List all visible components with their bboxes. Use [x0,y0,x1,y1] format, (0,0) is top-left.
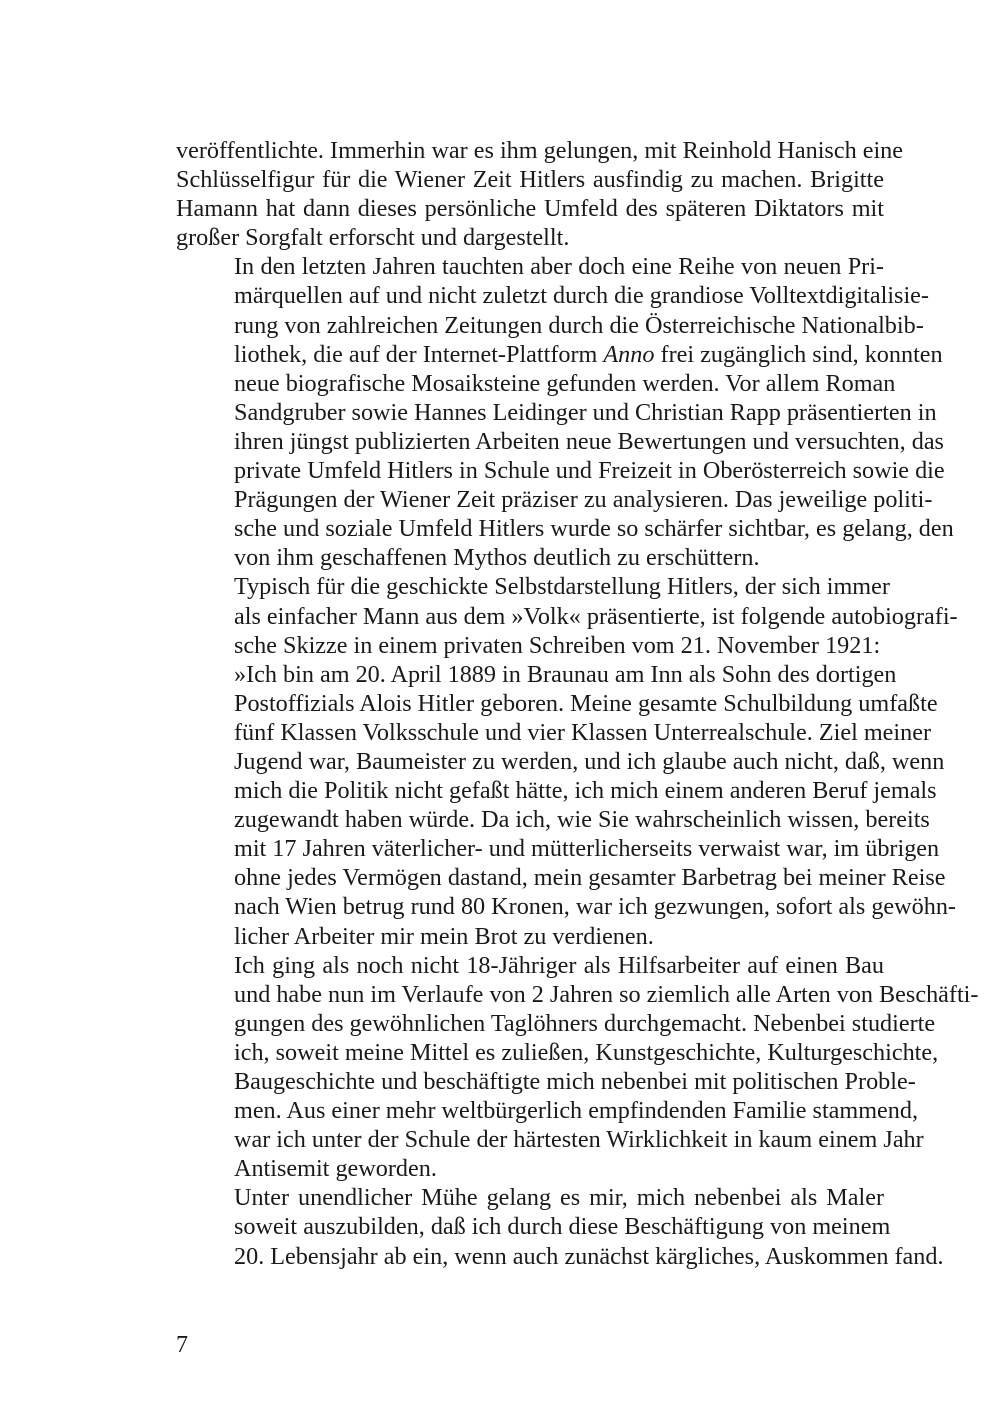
text-line: veröffentlichte. Immerhin war es ihm gelungen, mit Reinhold Hanisch eine [176,137,903,164]
paragraph-5 [176,951,979,1184]
text-line: mich die Politik nicht gefaßt hätte, ich mich einem anderen Beruf jemals [234,777,937,805]
text-line: fünf Klassen Volksschule und vier Klassen Unterrealschule. Ziel meiner [234,718,931,746]
text-line: Sandgruber sowie Hannes Leidinger und Christian Rapp präsentierten in [234,398,937,426]
text-line: licher Arbeiter mir mein Brot zu verdienen. [234,922,654,950]
text-line: nach Wien betrug rund 80 Kronen, war ich gezwungen, sofort als gewöhn- [234,893,956,921]
text-line: soweit auszubilden, daß ich durch diese Beschäftigung von meinem [234,1213,891,1241]
text-line: ich, soweit meine Mittel es zuließen, Kunstgeschichte, Kulturgeschichte, [234,1038,939,1066]
text-line: gungen des gewöhnlichen Taglöhners durchgemacht. Nebenbei studierte [234,1009,936,1037]
text-line: märquellen auf und nicht zuletzt durch die grandiose Volltextdigitalisie- [234,282,929,310]
text-line: 20. Lebensjahr ab ein, wenn auch zunächst kärgliches, Auskommen fand. [234,1242,944,1270]
text-line-with-italic: liothek, die auf der Internet-Plattform Anno frei zugänglich sind, konnten [234,340,943,368]
text-line: als einfacher Mann aus dem »Volk« präsentierte, ist folgende autobiografi- [234,602,958,630]
text-line: Unter unendlicher Mühe gelang es mir, mich nebenbei als Maler [234,1184,884,1212]
text-line: Schlüsselfigur für die Wiener Zeit Hitlers ausfindig zu machen. Brigitte [176,166,884,194]
text-line: Antisemit geworden. [234,1155,437,1183]
body-text [176,136,979,1271]
paragraph-2 [176,252,954,572]
text-line: rung von zahlreichen Zeitungen durch die Österreichische Nationalbib- [234,311,924,339]
text-line: Jugend war, Baumeister zu werden, und ich glaube auch nicht, daß, wenn [234,747,945,775]
text-line: Typisch für die geschickte Selbstdarstellung Hitlers, der sich immer [234,573,890,601]
italic-title: Anno [603,340,655,368]
text-line: ihren jüngst publizierten Arbeiten neue Bewertungen und versuchten, das [234,427,944,455]
text-line: ohne jedes Vermögen dastand, mein gesamter Barbetrag bei meiner Reise [234,864,946,892]
text-line: sche Skizze in einem privaten Schreiben vom 21. November 1921: [234,631,881,659]
text-line: In den letzten Jahren tauchten aber doch eine Reihe von neuen Pri- [234,253,884,281]
text-line: private Umfeld Hitlers in Schule und Freizeit in Oberösterreich sowie die [234,457,945,485]
paragraph-4 [176,660,956,951]
text-line: mit 17 Jahren väterlicher- und mütterlicherseits verwaist war, im übrigen [234,835,940,863]
paragraph-3 [176,572,958,659]
text-line: und habe nun im Verlaufe von 2 Jahren so ziemlich alle Arten von Beschäfti- [234,980,979,1008]
text-line: großer Sorgfalt erforscht und dargestellt. [176,224,570,252]
text-line: »Ich bin am 20. April 1889 in Braunau am Inn als Sohn des dortigen [234,660,897,688]
page-number: 7 [176,1332,188,1358]
text-line: neue biografische Mosaiksteine gefunden werden. Vor allem Roman [234,369,896,397]
paragraph-6 [176,1183,944,1270]
text-line: von ihm geschaffenen Mythos deutlich zu erschüttern. [234,544,760,572]
text-line: sche und soziale Umfeld Hitlers wurde so schärfer sichtbar, es gelang, den [234,515,954,543]
paragraph-1 [176,136,903,252]
text-line: war ich unter der Schule der härtesten Wirklichkeit in kaum einem Jahr [234,1126,924,1154]
text-line: zugewandt haben würde. Da ich, wie Sie wahrscheinlich wissen, bereits [234,806,930,834]
text-line: Baugeschichte und beschäftigte mich nebenbei mit politischen Proble- [234,1068,916,1095]
text-line: Ich ging als noch nicht 18-Jähriger als Hilfsarbeiter auf einen Bau [234,951,884,979]
text-line: Prägungen der Wiener Zeit präziser zu analysieren. Das jeweilige politi- [234,486,933,514]
text-line: Postoffizials Alois Hitler geboren. Meine gesamte Schulbildung umfaßte [234,689,938,717]
text-line: Hamann hat dann dieses persönliche Umfeld des späteren Diktators mit [176,195,884,223]
text-line: men. Aus einer mehr weltbürgerlich empfindenden Familie stammend, [234,1097,919,1125]
